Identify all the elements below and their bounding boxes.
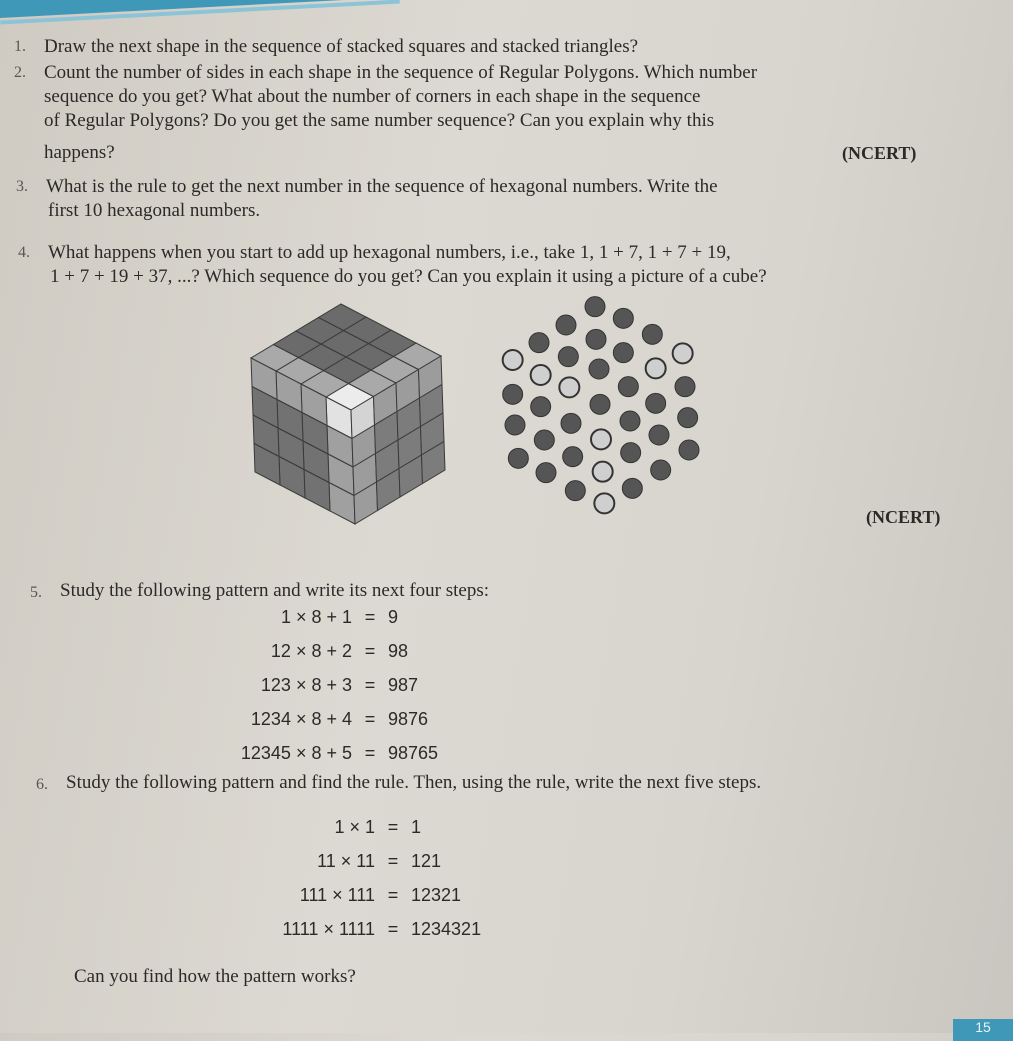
equation-lhs: 12 × 8 + 2 — [270, 641, 352, 661]
dark-dot — [508, 448, 528, 468]
equals-sign: = — [387, 817, 399, 837]
equals-sign: = — [364, 743, 376, 763]
equation-rhs: 9 — [388, 607, 399, 627]
equation-row — [205, 884, 461, 906]
dark-dot — [565, 481, 585, 501]
equals-sign: = — [364, 675, 376, 695]
equation-row — [182, 742, 438, 764]
q4-source: (NCERT) — [866, 507, 941, 527]
equation-rhs: 987 — [388, 675, 419, 695]
equation-row — [182, 640, 408, 662]
equals-sign: = — [364, 709, 376, 729]
dark-dot — [563, 447, 583, 467]
light-dot — [531, 365, 551, 385]
equation-lhs: 11 × 11 — [317, 851, 375, 871]
light-dot — [559, 377, 579, 397]
dark-dot — [613, 308, 633, 328]
equation-row — [182, 674, 418, 696]
equation-lhs: 1111 × 1111 — [282, 919, 375, 939]
equation-lhs: 123 × 8 + 3 — [260, 675, 352, 695]
q4-line-1: What happens when you start to add up hexagonal numbers, i.e., take 1, 1 + 7, 1 + 7 + 19, — [48, 242, 731, 263]
q4-line-2: 1 + 7 + 19 + 37, ...? Which sequence do you get? Can you explain it using a picture of a cube? — [50, 266, 767, 287]
q3-number: 3. — [16, 178, 28, 195]
dark-dot — [622, 478, 642, 498]
equation-rhs: 98765 — [388, 743, 439, 763]
light-dot — [594, 493, 614, 513]
equals-sign: = — [364, 641, 376, 661]
hexagonal-dot-figure — [503, 297, 699, 514]
equals-sign: = — [364, 607, 376, 627]
dark-dot — [556, 315, 576, 335]
equation-lhs: 1 × 1 — [334, 817, 375, 837]
q2-line-4: happens? — [44, 142, 115, 163]
dark-dot — [505, 415, 525, 435]
light-dot — [673, 343, 693, 363]
light-dot — [593, 462, 613, 482]
equation-row — [182, 708, 428, 730]
q1-text: Draw the next shape in the sequence of stacked squares and stacked triangles? — [44, 36, 639, 57]
q5-text: Study the following pattern and write its next four steps: — [60, 580, 490, 601]
equation-lhs: 12345 × 8 + 5 — [240, 743, 352, 763]
q3-line-2: first 10 hexagonal numbers. — [48, 200, 261, 221]
equation-rhs: 1234321 — [411, 919, 482, 939]
q1-number: 1. — [14, 38, 26, 55]
equation-row — [205, 816, 421, 838]
q4-number: 4. — [18, 244, 30, 261]
q6-text: Study the following pattern and find the rule. Then, using the rule, write the next five steps. — [66, 772, 762, 793]
dark-dot — [620, 411, 640, 431]
dark-dot — [642, 324, 662, 344]
dark-dot — [503, 384, 523, 404]
equation-lhs: 1234 × 8 + 4 — [250, 709, 352, 729]
dark-dot — [531, 397, 551, 417]
dark-dot — [649, 425, 669, 445]
dark-dot — [618, 377, 638, 397]
light-dot — [646, 358, 666, 378]
q6-number: 6. — [36, 776, 48, 793]
dark-dot — [679, 440, 699, 460]
dark-dot — [613, 343, 633, 363]
dark-dot — [529, 333, 549, 353]
dark-dot — [678, 408, 698, 428]
dark-dot — [536, 463, 556, 483]
dark-dot — [646, 393, 666, 413]
dark-dot — [590, 394, 610, 414]
dark-dot — [651, 460, 671, 480]
q2-line-1: Count the number of sides in each shape in the sequence of Regular Polygons. Which number — [44, 62, 758, 83]
dark-dot — [561, 413, 581, 433]
q2-source: (NCERT) — [842, 143, 917, 163]
q5-number: 5. — [30, 584, 42, 601]
cube-figure — [251, 304, 445, 524]
dark-dot — [675, 377, 695, 397]
equation-rhs: 9876 — [388, 709, 429, 729]
q3-line-1: What is the rule to get the next number in the sequence of hexagonal numbers. Write the — [46, 176, 718, 197]
dark-dot — [586, 329, 606, 349]
light-dot — [591, 429, 611, 449]
equation-rhs: 1 — [411, 817, 422, 837]
equals-sign: = — [387, 885, 399, 905]
equation-lhs: 111 × 111 — [299, 885, 375, 905]
equals-sign: = — [387, 851, 399, 871]
dark-dot — [589, 359, 609, 379]
q2-line-2: sequence do you get? What about the number of corners in each shape in the sequence — [44, 86, 701, 107]
light-dot — [503, 350, 523, 370]
equation-row — [205, 918, 481, 940]
equation-rhs: 121 — [411, 851, 442, 871]
dark-dot — [534, 430, 554, 450]
equals-sign: = — [387, 919, 399, 939]
dark-dot — [621, 443, 641, 463]
page-number: 15 — [953, 1019, 1013, 1041]
equation-row — [182, 606, 398, 628]
equation-rhs: 98 — [388, 641, 409, 661]
dark-dot — [585, 297, 605, 317]
q2-number: 2. — [14, 64, 26, 81]
dark-dot — [558, 347, 578, 367]
equation-rhs: 12321 — [411, 885, 462, 905]
equation-lhs: 1 × 8 + 1 — [280, 607, 352, 627]
q2-line-3: of Regular Polygons? Do you get the same number sequence? Can you explain why this — [44, 110, 715, 131]
equation-row — [205, 850, 441, 872]
q6-closing: Can you find how the pattern works? — [74, 966, 356, 987]
